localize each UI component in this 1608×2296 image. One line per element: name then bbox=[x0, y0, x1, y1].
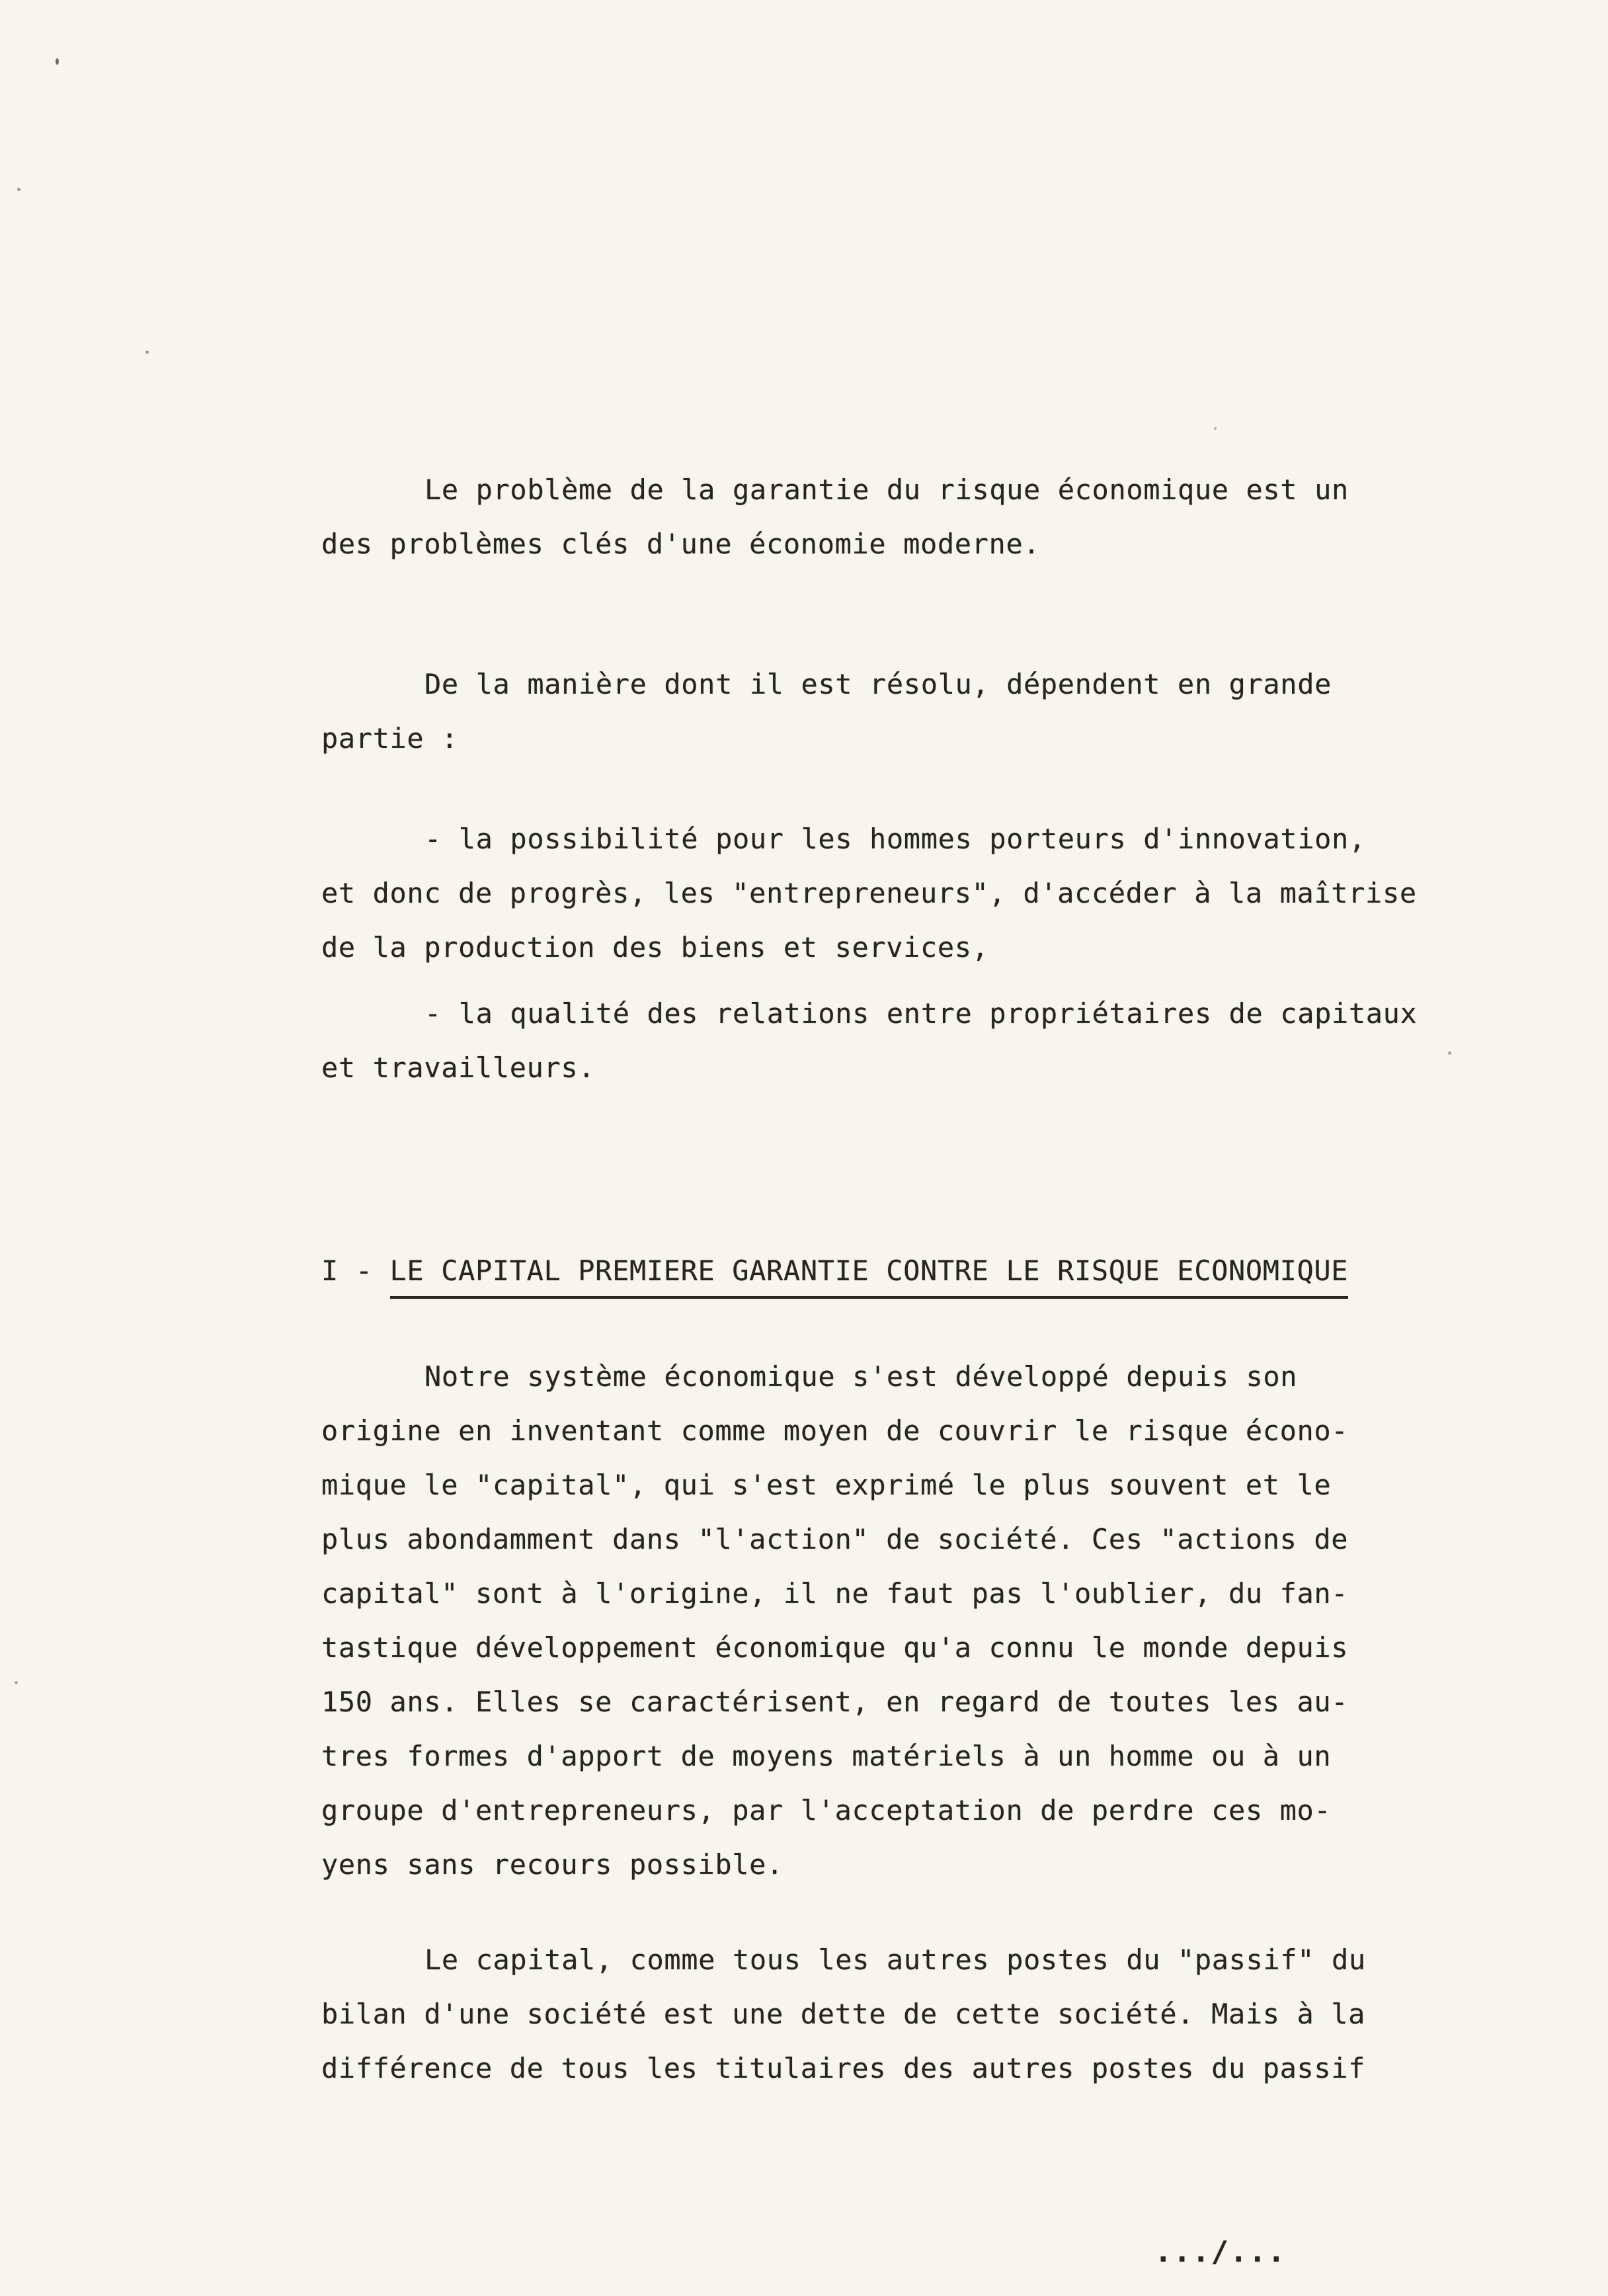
text-line: et donc de progrès, les "entrepreneurs", d'accéder à la maîtrise bbox=[321, 877, 1417, 909]
text-line: bilan d'une société est une dette de cette société. Mais à la bbox=[321, 1998, 1366, 2030]
scan-speck bbox=[17, 188, 20, 191]
bullet-item-innovation bbox=[321, 812, 1485, 975]
text-line: Notre système économique s'est développé depuis son bbox=[424, 1360, 1298, 1393]
text-line: tres formes d'apport de moyens matériels à un homme ou à un bbox=[321, 1740, 1332, 1772]
text-line: groupe d'entrepreneurs, par l'acceptation de perdre ces mo- bbox=[321, 1794, 1332, 1826]
page-continuation-mark: .../... bbox=[1154, 2235, 1287, 2269]
bullet-item-relations bbox=[321, 987, 1485, 1095]
text-line: et travailleurs. bbox=[321, 1051, 596, 1084]
section-heading-number: I - bbox=[321, 1254, 390, 1287]
text-line: origine en inventant comme moyen de couvrir le risque écono- bbox=[321, 1414, 1349, 1447]
text-line: yens sans recours possible. bbox=[321, 1848, 784, 1881]
section-heading bbox=[321, 1244, 1485, 1298]
scan-speck bbox=[56, 58, 59, 65]
text-line: des problèmes clés d'une économie moderne. bbox=[321, 528, 1041, 560]
text-line: plus abondamment dans "l'action" de société. Ces "actions de bbox=[321, 1523, 1349, 1555]
text-line: partie : bbox=[321, 722, 459, 755]
text-line: de la production des biens et services, bbox=[321, 931, 989, 964]
text-line: - la qualité des relations entre propriétaires de capitaux bbox=[424, 997, 1418, 1030]
text-line: capital" sont à l'origine, il ne faut pas l'oublier, du fan- bbox=[321, 1577, 1349, 1610]
text-line: De la manière dont il est résolu, dépendent en grande bbox=[424, 668, 1332, 700]
text-line: mique le "capital", qui s'est exprimé le plus souvent et le bbox=[321, 1469, 1332, 1501]
scan-speck bbox=[15, 1681, 18, 1684]
paragraph-capital-passif bbox=[321, 1933, 1485, 2096]
scan-speck bbox=[145, 350, 149, 354]
paragraph-intro bbox=[321, 463, 1485, 571]
paragraph-resolution bbox=[321, 657, 1485, 766]
text-line: tastique développement économique qu'a connu le monde depuis bbox=[321, 1631, 1349, 1664]
text-line: Le problème de la garantie du risque économique est un bbox=[424, 473, 1349, 506]
document-body bbox=[321, 463, 1485, 2096]
text-line: Le capital, comme tous les autres postes du "passif" du bbox=[424, 1944, 1366, 1976]
paragraph-capital-system bbox=[321, 1350, 1485, 1892]
section-heading-title: LE CAPITAL PREMIERE GARANTIE CONTRE LE RISQUE ECONOMIQUE bbox=[390, 1254, 1349, 1299]
text-line: 150 ans. Elles se caractérisent, en regard de toutes les au- bbox=[321, 1686, 1349, 1718]
text-line: - la possibilité pour les hommes porteurs d'innovation, bbox=[424, 823, 1366, 855]
text-line: différence de tous les titulaires des autres postes du passif bbox=[321, 2052, 1366, 2084]
scan-speck bbox=[1214, 427, 1217, 430]
